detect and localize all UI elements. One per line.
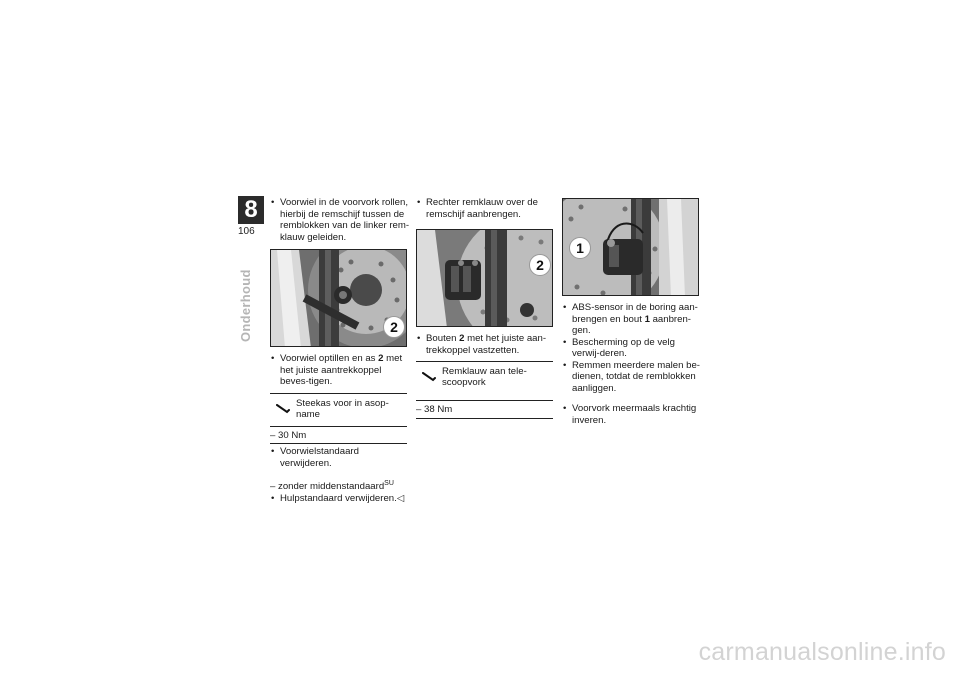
brake-caliper-photo (416, 229, 553, 327)
column-3 (562, 197, 702, 426)
spec-label: Steekas voor in asop-name (296, 397, 389, 420)
step-text: • Rechter remklauw over de remschijf aanbrengen. (416, 197, 556, 220)
end-mark-icon: ◁ (396, 492, 405, 504)
watermark: carmanualsonline.info (698, 638, 946, 666)
step-text: • Voorwiel optillen en as 2 met het juiste aantrekkoppel beves-tigen. (270, 353, 410, 388)
torque-wrench-icon (270, 398, 296, 420)
torque-wrench-icon (416, 366, 442, 388)
reference-marker: 2 (529, 254, 551, 276)
step-text: • Remmen meerdere malen be-dienen, totdat de remblokken aanliggen. (562, 360, 702, 395)
column-2 (416, 197, 556, 421)
step-text: • Bescherming op de velg verwij-deren. (562, 337, 702, 360)
page-number: 106 (238, 226, 255, 237)
spec-label: Remklauw aan tele-scoopvork (442, 366, 527, 388)
chapter-number: 8 (238, 196, 264, 224)
step-text: • Bouten 2 met het juiste aan-trekkoppel vastzetten. (416, 333, 556, 356)
abs-sensor-photo (562, 198, 699, 296)
brake-caliper-illustration (417, 230, 553, 327)
step-text: • Voorwiel in de voorvork rollen, hierbij de remschijf tussen de remblokken van de linker rem-klauw geleiden. (270, 197, 410, 243)
torque-spec-table (270, 393, 407, 445)
step-text: • ABS-sensor in de boring aan-brengen en bout 1 aanbren-gen. (562, 302, 702, 337)
front-wheel-photo (270, 249, 407, 347)
reference-marker: 2 (383, 316, 405, 338)
section-label: Onderhoud (238, 269, 253, 342)
torque-spec-table (416, 361, 553, 419)
reference-marker: 1 (569, 237, 591, 259)
variant-note: – zonder middenstandaard$^{SU}$ (270, 480, 394, 493)
column-1 (270, 197, 410, 504)
spec-value: – 38 Nm (416, 404, 453, 415)
step-text: • Hulpstandaard verwijderen.◁ (270, 493, 410, 505)
step-text: • Voorwielstandaard verwijderen. (270, 446, 410, 469)
chapter-tab (238, 196, 264, 237)
step-text: • Voorvork meermaals krachtig inveren. (562, 403, 702, 426)
spec-value: – 30 Nm (270, 429, 307, 441)
